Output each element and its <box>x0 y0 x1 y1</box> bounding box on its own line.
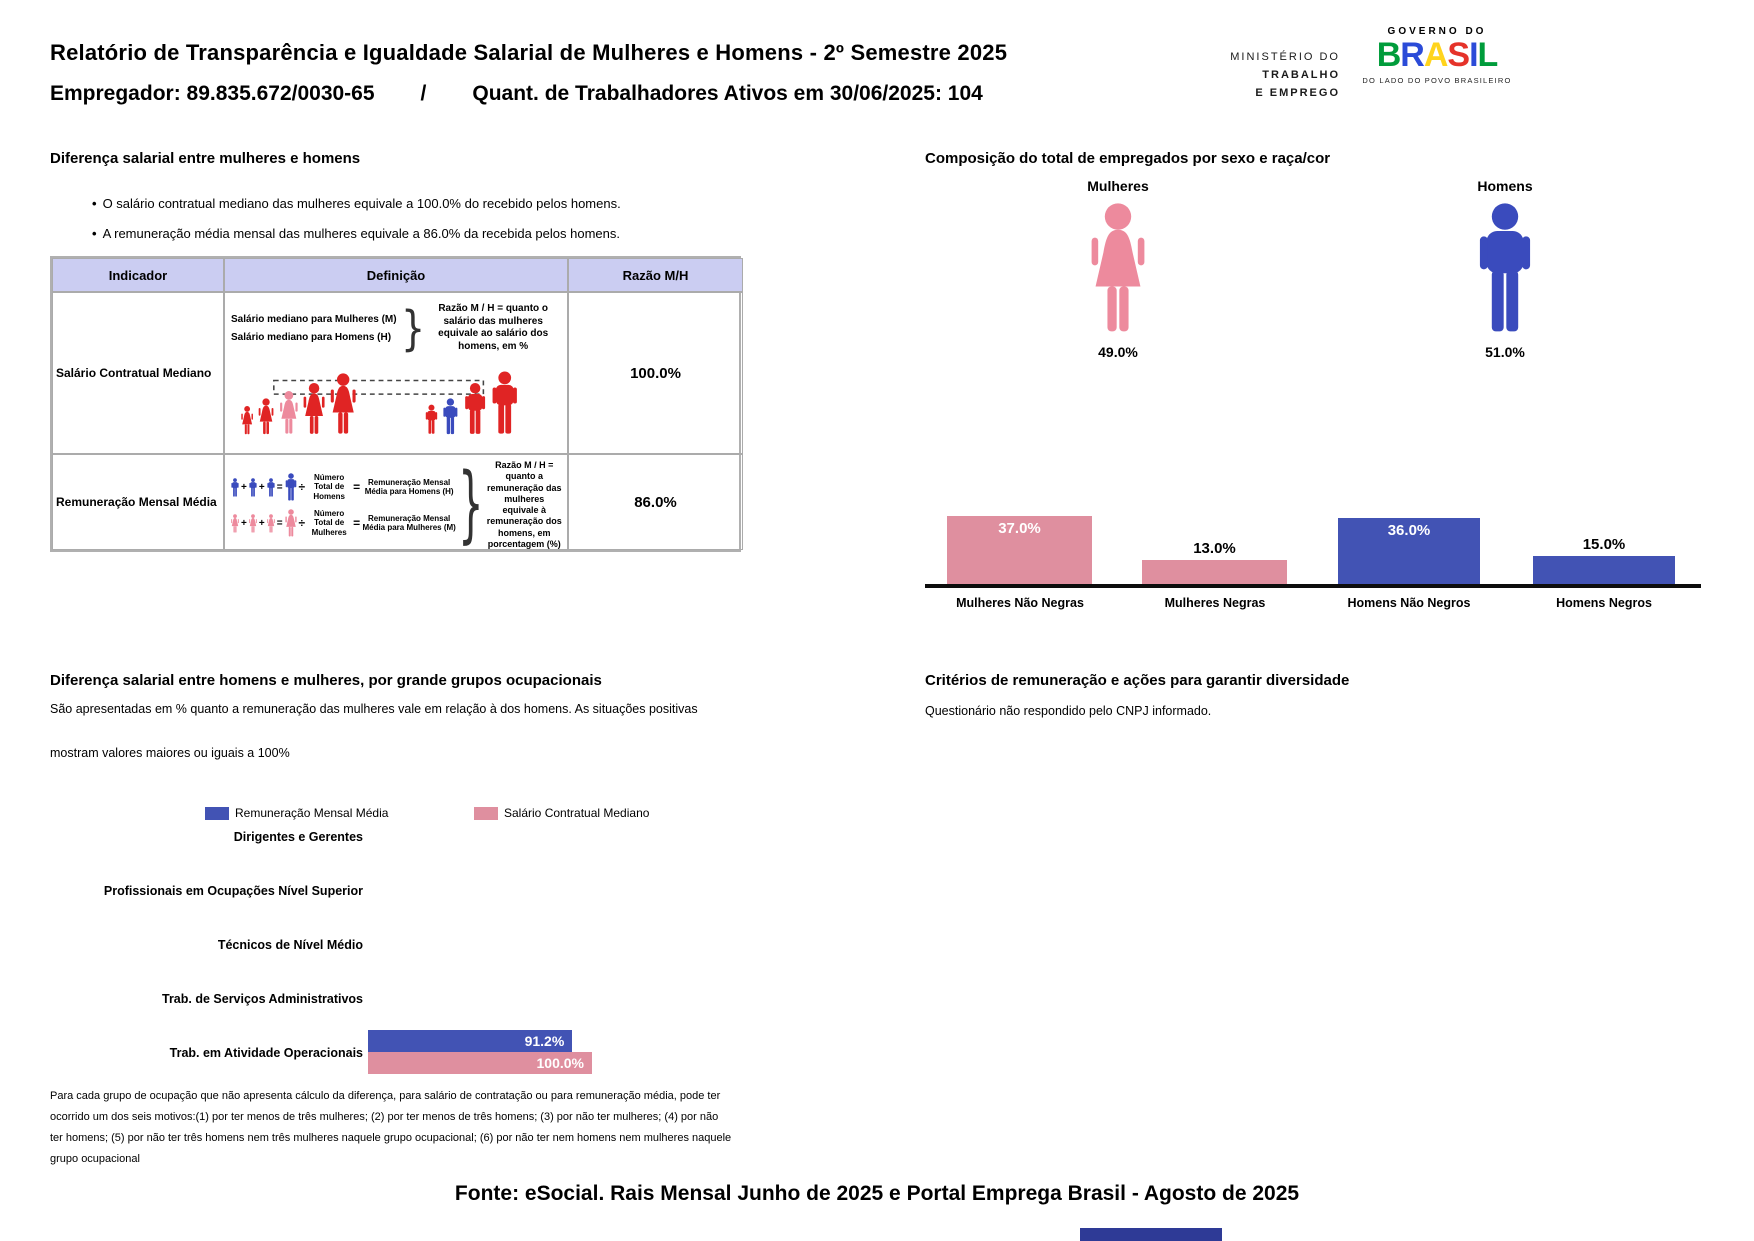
man-icon <box>249 478 257 497</box>
row1-ratio-note: Razão M / H = quanto o salário das mulheres equivale ao salário dos homens, em % <box>438 303 549 352</box>
occupational-desc-2: mostram valores maiores ou iguais a 100% <box>50 746 290 760</box>
man-icon <box>231 478 239 497</box>
woman-icon <box>1090 202 1146 334</box>
woman-icon <box>231 514 239 533</box>
men-result-label: Remuneração Mensal Média para Homens (H) <box>364 477 454 496</box>
occ-bar-remuneracao-media <box>368 1030 572 1052</box>
footnote-line: ocorrido um dos seis motivos:(1) por ter menos de três mulheres; (2) por ter menos de três homens; (3) por não ter mulheres; (4) por não <box>50 1111 719 1123</box>
occ-category-label: Trab. em Atividade Operacionais <box>169 1046 363 1060</box>
brasil-logo <box>1356 26 1518 85</box>
salary-diff-bullet-1: • O salário contratual mediano das mulheres equivale a 100.0% do recebido pelos homens. <box>92 196 621 211</box>
subtitle-separator: / <box>420 82 427 105</box>
men-label: Homens <box>1477 178 1533 194</box>
bullet-icon: • <box>92 196 97 211</box>
page-subtitle <box>50 82 983 106</box>
median-women-label: Salário mediano para Mulheres (M) <box>231 313 397 325</box>
bar-value-label: 37.0% <box>998 519 1041 537</box>
man-icon <box>285 473 297 501</box>
salary-diff-bullet-2: • A remuneração média mensal das mulheres equivale a 86.0% da recebida pelos homens. <box>92 226 620 241</box>
occupational-title: Diferença salarial entre homens e mulheres, por grande grupos ocupacionais <box>50 672 602 689</box>
source-line: Fonte: eSocial. Rais Mensal Junho de 2025 e Portal Emprega Brasil - Agosto de 2025 <box>454 1182 1300 1205</box>
category-label: Mulheres Não Negras <box>956 596 1084 610</box>
table-header-razao: Razão M/H <box>568 258 743 292</box>
bar-homens-negros <box>1533 536 1675 584</box>
brace-icon: } <box>458 456 484 554</box>
occ-category-label: Dirigentes e Gerentes <box>233 830 363 844</box>
bar-value-label: 36.0% <box>1387 521 1431 539</box>
composition-bar-chart <box>925 438 1701 588</box>
bullet-icon: • <box>92 226 97 241</box>
footnote-line: ter homens; (5) por não ter três homens nem três mulheres naquele grupo ocupacional; (6) por não ter nem homens nem mulheres naquele <box>50 1132 732 1144</box>
salary-diff-title: Diferença salarial entre mulheres e homens <box>50 150 361 167</box>
women-total-label: Número Total de Mulheres <box>311 509 347 537</box>
brasil-logo-top: GOVERNO DO <box>1387 26 1487 37</box>
table-header-indicador: Indicador <box>52 258 224 292</box>
occupational-desc-1: São apresentadas em % quanto a remuneração das mulheres vale em relação à dos homens. As situações positivas <box>50 702 698 716</box>
category-label: Homens Negros <box>1556 596 1652 610</box>
ministry-line-3: E EMPREGO <box>1255 87 1340 99</box>
bar-value-label: 100.0% <box>536 1055 584 1071</box>
occ-category-label: Trab. de Serviços Administrativos <box>162 992 363 1006</box>
men-percentage: 51.0% <box>1485 344 1525 360</box>
bar-mulheres-negras <box>1142 540 1287 584</box>
woman-icon <box>249 514 257 533</box>
man-icon <box>267 478 275 497</box>
women-label: Mulheres <box>1087 178 1149 194</box>
brasil-logo-word: BRASIL <box>1376 36 1498 74</box>
men-average-equation: + + = ÷ Número Total de Homens = Remuneração Mensal Média para Homens (H) <box>231 473 456 501</box>
man-icon <box>1477 202 1533 334</box>
legend-swatch-blue <box>205 807 229 820</box>
women-result-label: Remuneração Mensal Média para Mulheres (M) <box>362 513 456 532</box>
category-label: Homens Não Negros <box>1347 596 1471 610</box>
bottom-accent-bar <box>1080 1228 1222 1241</box>
ministry-line-1: MINISTÉRIO DO <box>1230 51 1340 63</box>
occ-bar-salario-mediano <box>368 1052 592 1074</box>
composition-title: Composição do total de empregados por sexo e raça/cor <box>925 150 1331 167</box>
row1-ratio-value: 100.0% <box>568 292 743 454</box>
bar-value-label: 15.0% <box>1582 536 1626 554</box>
brace-icon: } <box>401 300 426 356</box>
bar-homens-nao-negros <box>1338 518 1480 584</box>
bar-mulheres-nao-negras <box>947 516 1092 584</box>
median-men-label: Salário mediano para Homens (H) <box>231 331 392 343</box>
legend-remuneracao-media: Remuneração Mensal Média <box>205 806 388 820</box>
woman-icon <box>267 514 275 533</box>
row1-indicator: Salário Contratual Mediano <box>52 292 224 454</box>
occ-category-label: Profissionais em Ocupações Nível Superior <box>103 884 363 898</box>
employer-id: Empregador: 89.835.672/0030-65 <box>50 82 375 105</box>
footnote-line: grupo ocupacional <box>50 1153 140 1165</box>
category-label: Mulheres Negras <box>1164 596 1266 610</box>
legend-salario-mediano: Salário Contratual Mediano <box>474 806 649 820</box>
bar-value-label: 91.2% <box>524 1033 565 1049</box>
criteria-title: Critérios de remuneração e ações para garantir diversidade <box>925 672 1350 689</box>
brasil-logo-tagline: DO LADO DO POVO BRASILEIRO <box>1362 76 1512 85</box>
men-total-label: Número Total de Homens <box>313 473 345 501</box>
ministry-line-2: TRABALHO <box>1262 69 1340 81</box>
criteria-body: Questionário não respondido pelo CNPJ informado. <box>925 704 1212 718</box>
row2-ratio-value: 86.0% <box>568 454 743 550</box>
woman-icon <box>285 509 297 537</box>
legend-swatch-pink <box>474 807 498 820</box>
occ-category-label: Técnicos de Nível Médio <box>217 938 363 952</box>
row2-indicator: Remuneração Mensal Média <box>52 454 224 550</box>
row2-ratio-note: Razão M / H = quanto a remuneração das mulheres equivale à remuneração dos homens, em porcentagem (%) <box>486 460 562 549</box>
page-title: Relatório de Transparência e Igualdade Salarial de Mulheres e Homens - 2º Semestre 2025 <box>50 40 1008 65</box>
median-people-diagram-icon <box>235 357 561 439</box>
bar-value-label: 13.0% <box>1193 540 1236 558</box>
women-average-equation: + + = ÷ Número Total de Mulheres = Remuneração Mensal Média para Mulheres (M) <box>231 509 456 537</box>
ministry-logo <box>1175 48 1340 102</box>
row2-definition <box>224 454 568 554</box>
indicator-table <box>50 256 741 552</box>
footnote-line: Para cada grupo de ocupação que não apresenta cálculo da diferença, para salário de contratação ou para remuneração média, pode ter <box>50 1090 721 1102</box>
row1-definition <box>224 292 568 454</box>
active-workers-count: Quant. de Trabalhadores Ativos em 30/06/2025: 104 <box>472 82 983 105</box>
chart-baseline <box>925 584 1701 588</box>
women-percentage: 49.0% <box>1098 344 1138 360</box>
footnote <box>50 1086 840 1170</box>
table-header-definicao: Definição <box>224 258 568 292</box>
